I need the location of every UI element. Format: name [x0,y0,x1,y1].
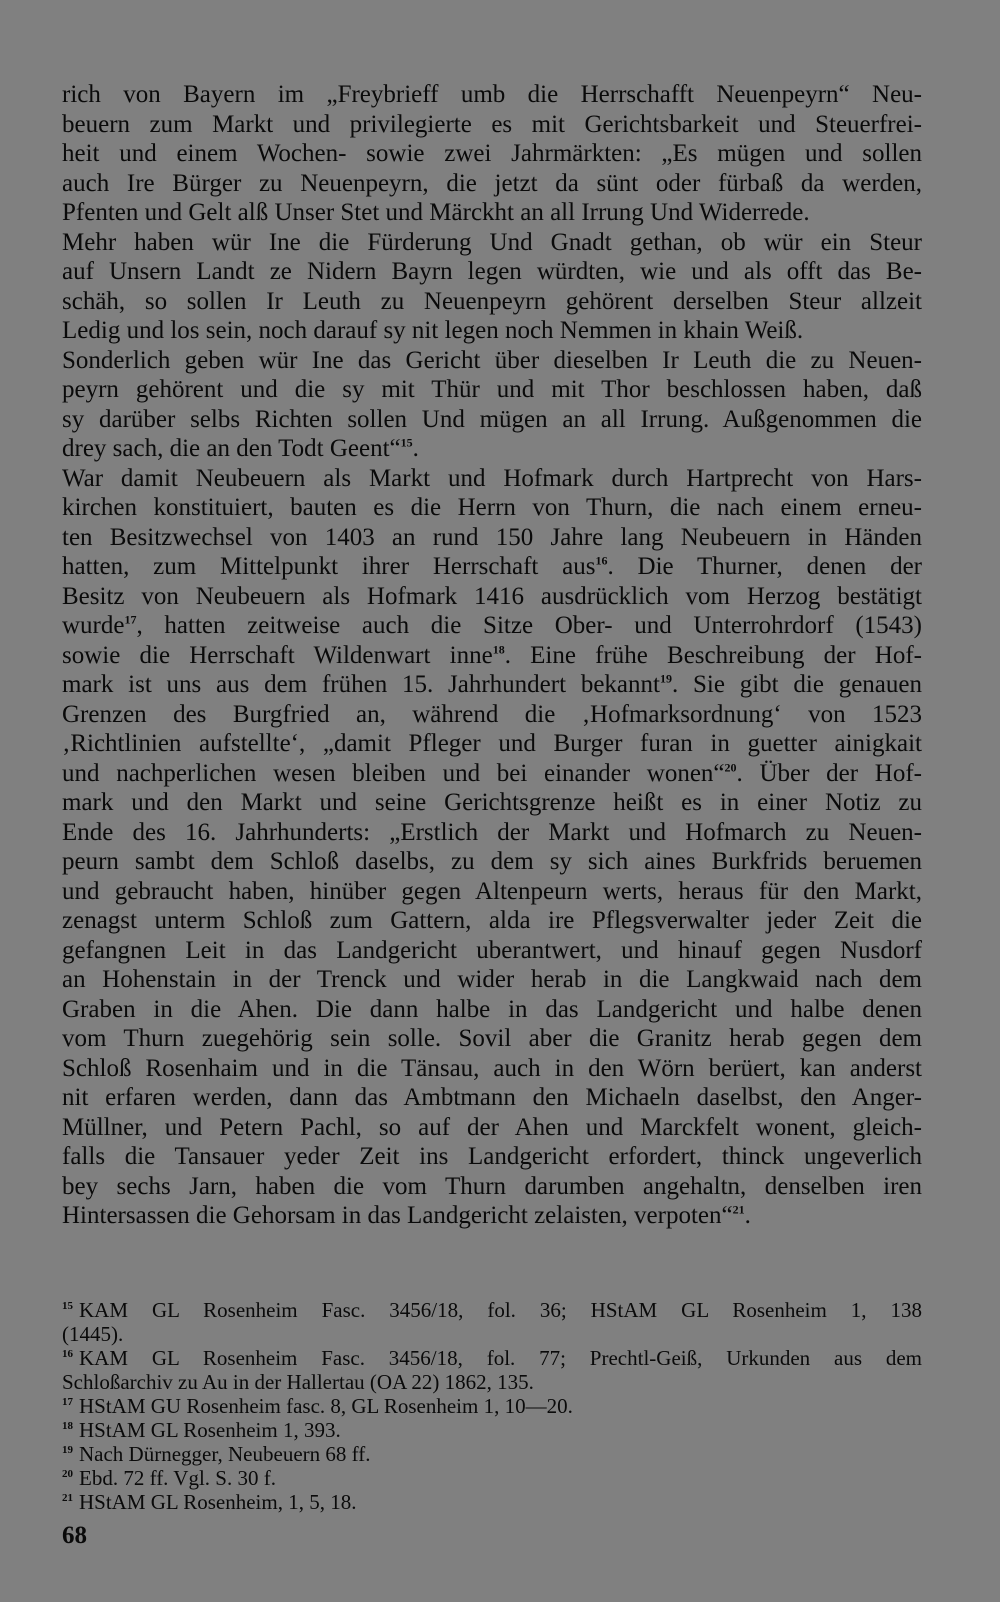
footnotes [62,1298,922,1514]
text-line-continuation: . [412,435,419,462]
text-line-content: sowie die Herrschaft Wildenwart inne [62,641,493,669]
text-line-content: kirchen konstituiert, bauten es die Herrn von Thurn, die nach einem erneu- [62,494,922,521]
text-line [62,641,922,671]
footnote-line [62,1466,922,1490]
footnote-number: 18 [62,1420,73,1432]
footnote-text: HStAM GL Rosenheim, 1, 5, 18. [79,1490,357,1514]
text-line [62,700,922,730]
text-line-content: gefangnen Leit in das Landgericht uberantwert, und hinauf gegen Nusdorf [62,936,922,964]
text-line [62,552,922,582]
text-line-content: an Hohenstain in der Trenck und wider herab in die Langkwaid nach dem [62,966,922,993]
footnote-text: (1445). [62,1322,124,1346]
text-line [62,877,922,907]
footnote-reference: 15 [400,435,413,450]
text-line-content: nit erfaren werden, dann das Ambtmann den Michaeln daselbst, den Anger- [62,1084,922,1111]
footnote-number: 20 [62,1468,73,1480]
footnote-reference: 17 [124,612,137,627]
text-line-content: Grenzen des Burgfried an, während die ‚Hofmarksordnung‘ von 1523 [62,700,922,728]
text-line-content: Schloß Rosenhaim und in die Tänsau, auch in den Wörn berüert, kan anderst [62,1054,922,1082]
text-line-content: drey sach, die an den Todt Geent“ [62,435,401,462]
text-line-content: und nachperlichen wesen bleiben und bei einander wonen“ [62,759,725,787]
text-line [62,611,922,641]
text-line-continuation: . Sie gibt die genauen [671,671,922,698]
footnote-line [62,1442,922,1466]
footnote-line [62,1370,922,1394]
text-line-content: Mehr haben wür Ine die Fürderung Und Gnadt gethan, ob wür ein Steur [62,228,922,256]
footnote-line [62,1346,922,1370]
footnote-line [62,1394,922,1418]
text-line-content: War damit Neubeuern als Markt und Hofmark durch Hartprecht von Hars- [62,464,922,492]
text-line-continuation: . Die Thurner, denen der [607,553,922,580]
text-line [62,80,922,110]
footnote-reference: 21 [732,1202,745,1217]
text-line-content: Ende des 16. Jahrhunderts: „Erstlich der Markt und Hofmarch zu Neuen- [62,818,922,846]
footnote-reference: 20 [724,760,737,775]
text-line-content: ten Besitzwechsel von 1403 an rund 150 Jahre lang Neubeuern in Händen [62,523,922,551]
text-line [62,257,922,287]
text-line [62,1142,922,1172]
text-line-content: heit und einem Wochen- sowie zwei Jahrmärkten: „Es mügen und sollen [62,140,922,167]
text-line-content: falls die Tansauer yeder Zeit ins Landgericht erfordert, thinck ungeverlich [62,1143,922,1170]
text-line-content: sy darüber selbs Richten sollen Und mügen an all Irrung. Außgenommen die [62,405,922,433]
text-line-content: Pfenten und Gelt alß Unser Stet und Märckht an all Irrung Und Widerrede. [62,199,810,226]
text-line-content: hatten, zum Mittelpunkt ihrer Herrschaft aus [62,553,596,580]
text-line [62,198,922,228]
body-text [62,80,922,1231]
text-line [62,847,922,877]
footnote-text: Schloßarchiv zu Au in der Hallertau (OA 22) 1862, 135. [62,1370,534,1394]
text-line [62,670,922,700]
text-line-content: auf Unsern Landt ze Nidern Bayrn legen würdten, wie und als offt das Be- [62,258,922,285]
text-line-content: und gebraucht haben, hinüber gegen Altenpeurn werts, heraus für den Markt, [62,877,922,905]
footnote-number: 19 [62,1444,73,1456]
footnote-text: KAM GL Rosenheim Fasc. 3456/18, fol. 36; HStAM GL Rosenheim 1, 138 [79,1298,922,1322]
text-line [62,1083,922,1113]
footnote-line [62,1418,922,1442]
text-line [62,493,922,523]
text-line-content: Graben in die Ahen. Die dann halbe in das Landgericht und halbe denen [62,995,922,1023]
text-line [62,788,922,818]
footnote-text: HStAM GL Rosenheim 1, 393. [79,1418,341,1442]
text-line [62,316,922,346]
text-line-content: Ledig und los sein, noch darauf sy nit legen noch Nemmen in khain Weiß. [62,317,804,344]
text-line-content: peyrn gehörent und die sy mit Thür und mit Thor beschlossen haben, daß [62,376,922,403]
text-line-content: mark ist uns aus dem frühen 15. Jahrhundert bekannt [62,671,660,698]
footnote-text: Nach Dürnegger, Neubeuern 68 ff. [79,1442,371,1466]
text-line-continuation: . Über der Hof- [736,759,922,787]
text-line [62,729,922,759]
text-line [62,139,922,169]
footnote-reference: 16 [595,553,608,568]
footnote-text: HStAM GU Rosenheim fasc. 8, GL Rosenheim 1, 10—20. [79,1394,573,1418]
text-line [62,936,922,966]
text-line-continuation: . Eine frühe Beschreibung der Hof- [504,641,922,669]
text-line [62,582,922,612]
text-line [62,287,922,317]
text-line-content: bey sechs Jarn, haben die vom Thurn darumben angehaltn, denselben iren [62,1172,922,1200]
footnote-reference: 19 [659,671,672,686]
text-line [62,1172,922,1202]
text-line-content: vom Thurn zuegehörig sein solle. Sovil aber die Granitz herab gegen dem [62,1025,922,1052]
text-line [62,1054,922,1084]
text-line-continuation: , hatten zeitweise auch die Sitze Ober- und Unterrohrdorf (1543) [136,612,922,639]
text-line [62,464,922,494]
text-line-content: Sonderlich geben wür Ine das Gericht über dieselben Ir Leuth die zu Neuen- [62,346,922,374]
text-line [62,110,922,140]
text-line [62,228,922,258]
footnote-line [62,1322,922,1346]
footnote-text: Ebd. 72 ff. Vgl. S. 30 f. [79,1466,276,1490]
footnote-number: 21 [62,1492,73,1504]
text-line-content: mark und den Markt und seine Gerichtsgrenze heißt es in einer Notiz zu [62,789,922,816]
footnote-line [62,1490,922,1514]
text-line [62,375,922,405]
text-line-content: ‚Richtlinien aufstellte‘, „damit Pfleger und Burger furan in guetter ainigkait [62,730,922,757]
text-line-content: beuern zum Markt und privilegierte es mit Gerichtsbarkeit und Steuerfrei- [62,110,922,138]
text-line [62,434,922,464]
text-line [62,1113,922,1143]
text-line-content: rich von Bayern im „Freybrieff umb die Herrschafft Neuenpeyrn“ Neu- [62,81,922,108]
text-line [62,523,922,553]
page-number: 68 [62,1522,87,1549]
text-line [62,405,922,435]
footnote-text: KAM GL Rosenheim Fasc. 3456/18, fol. 77; Prechtl-Geiß, Urkunden aus dem [79,1346,922,1370]
text-line [62,169,922,199]
footnote-number: 17 [62,1396,73,1408]
footnote-number: 16 [62,1348,73,1360]
text-line [62,906,922,936]
footnote-number: 15 [62,1300,73,1312]
text-line-content: peurn sambt dem Schloß daselbs, zu dem sy sich aines Burkfrids beruemen [62,848,922,875]
text-line-content: wurde [62,612,125,639]
text-line [62,346,922,376]
text-line-content: auch Ire Bürger zu Neuenpeyrn, die jetzt da sünt oder fürbaß da werden, [62,169,922,197]
text-line [62,1024,922,1054]
text-line [62,759,922,789]
text-line [62,995,922,1025]
text-line-content: Müllner, und Petern Pachl, so auf der Ahen und Marckfelt wonent, gleich- [62,1113,922,1141]
footnote-reference: 18 [492,642,505,657]
text-line-content: zenagst unterm Schloß zum Gattern, alda ire Pflegsverwalter jeder Zeit die [62,907,922,934]
text-line-content: schäh, so sollen Ir Leuth zu Neuenpeyrn gehörent derselben Steur allzeit [62,287,922,315]
text-line [62,818,922,848]
text-line [62,965,922,995]
footnote-line [62,1298,922,1322]
text-line-content: Besitz von Neubeuern als Hofmark 1416 ausdrücklich vom Herzog bestätigt [62,582,922,610]
text-line [62,1201,922,1231]
text-line-content: Hintersassen die Gehorsam in das Landgericht zelaisten, verpoten“ [62,1202,733,1229]
text-line-continuation: . [744,1202,751,1229]
